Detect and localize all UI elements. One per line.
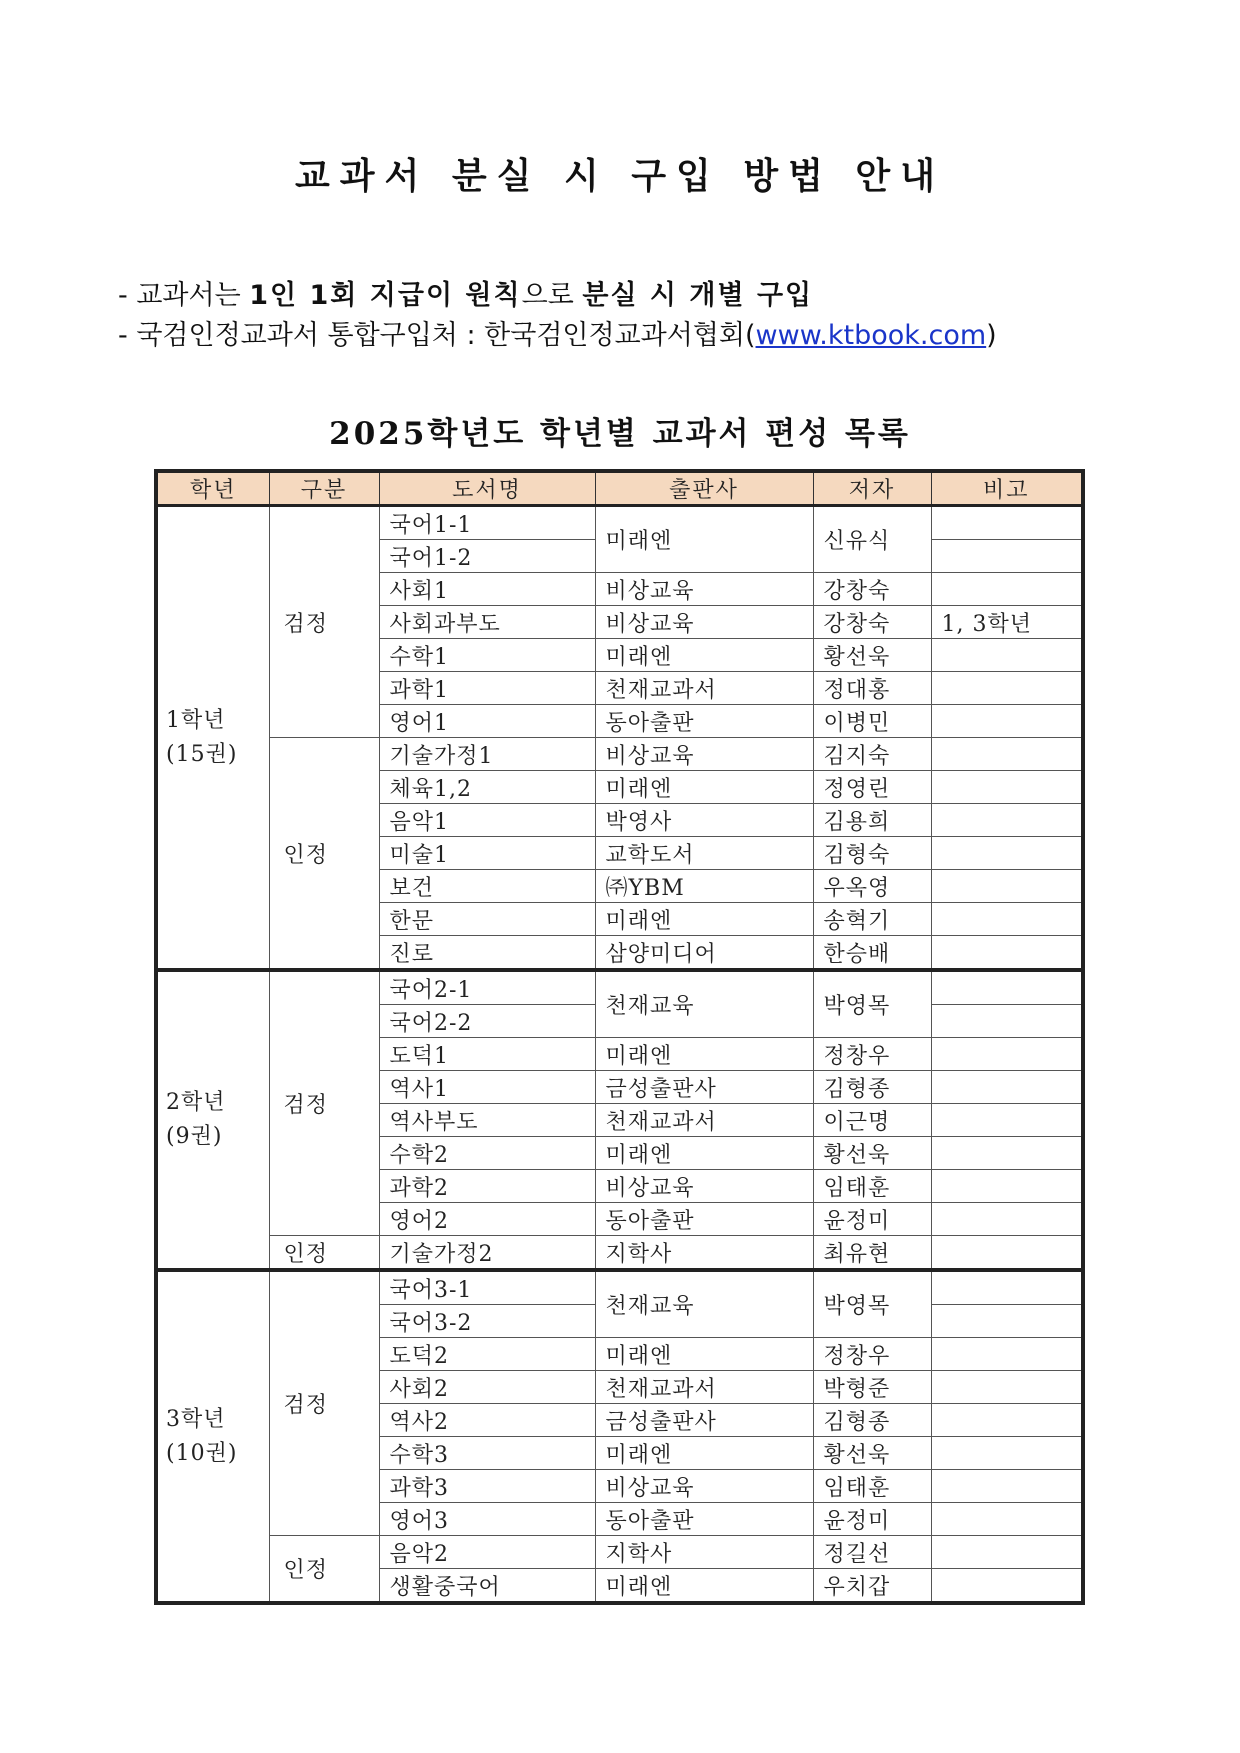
book-title-cell: 음악2 bbox=[379, 1536, 595, 1569]
author-cell: 김형종 bbox=[813, 1404, 931, 1437]
book-title-cell: 생활중국어 bbox=[379, 1569, 595, 1604]
grade-name: 3학년 bbox=[166, 1406, 226, 1432]
grade-cell bbox=[156, 1270, 269, 1603]
author-cell: 신유식 bbox=[813, 506, 931, 573]
publisher-cell: 미래엔 bbox=[595, 506, 813, 573]
table-body bbox=[156, 506, 1083, 1604]
book-title-cell: 기술가정2 bbox=[379, 1236, 595, 1271]
book-title-cell: 도덕1 bbox=[379, 1038, 595, 1071]
type-cell: 인정 bbox=[269, 1536, 379, 1604]
author-cell: 황선욱 bbox=[813, 1437, 931, 1470]
table-row bbox=[156, 1536, 1083, 1569]
book-title-cell: 국어3-2 bbox=[379, 1305, 595, 1338]
note-cell bbox=[931, 1038, 1083, 1071]
note-cell bbox=[931, 1437, 1083, 1470]
grade-name: 1학년 bbox=[166, 707, 226, 733]
note-cell bbox=[931, 705, 1083, 738]
note-cell bbox=[931, 837, 1083, 870]
grade-count: (10권) bbox=[166, 1440, 238, 1466]
author-cell: 이근명 bbox=[813, 1104, 931, 1137]
author-cell: 임태훈 bbox=[813, 1470, 931, 1503]
publisher-cell: 교학도서 bbox=[595, 837, 813, 870]
author-cell: 이병민 bbox=[813, 705, 931, 738]
author-cell: 윤정미 bbox=[813, 1203, 931, 1236]
author-cell: 황선욱 bbox=[813, 639, 931, 672]
note-cell bbox=[931, 936, 1083, 971]
publisher-cell: ㈜YBM bbox=[595, 870, 813, 903]
book-title-cell: 국어2-2 bbox=[379, 1005, 595, 1038]
book-title-cell: 기술가정1 bbox=[379, 738, 595, 771]
book-title-cell: 국어1-2 bbox=[379, 540, 595, 573]
author-cell: 송혁기 bbox=[813, 903, 931, 936]
book-title-cell: 역사2 bbox=[379, 1404, 595, 1437]
ktbook-link[interactable]: www.ktbook.com bbox=[755, 320, 987, 351]
book-title-cell: 사회1 bbox=[379, 573, 595, 606]
table-row bbox=[156, 970, 1083, 1005]
book-title-cell: 사회2 bbox=[379, 1371, 595, 1404]
author-cell: 정길선 bbox=[813, 1536, 931, 1569]
grade-cell bbox=[156, 970, 269, 1270]
book-title-cell: 국어3-1 bbox=[379, 1270, 595, 1305]
publisher-cell: 금성출판사 bbox=[595, 1404, 813, 1437]
author-cell: 강창숙 bbox=[813, 573, 931, 606]
publisher-cell: 동아출판 bbox=[595, 1203, 813, 1236]
author-cell: 우옥영 bbox=[813, 870, 931, 903]
author-cell: 임태훈 bbox=[813, 1170, 931, 1203]
type-cell: 인정 bbox=[269, 738, 379, 971]
book-title-cell: 역사부도 bbox=[379, 1104, 595, 1137]
notice-policy-emphasis-2: 분실 시 개별 구입 bbox=[582, 280, 814, 311]
book-title-cell: 국어2-1 bbox=[379, 970, 595, 1005]
author-cell: 김형종 bbox=[813, 1071, 931, 1104]
book-title-cell: 영어2 bbox=[379, 1203, 595, 1236]
book-title-cell: 한문 bbox=[379, 903, 595, 936]
author-cell: 정영린 bbox=[813, 771, 931, 804]
book-title-cell: 영어3 bbox=[379, 1503, 595, 1536]
table-row bbox=[156, 1236, 1083, 1271]
book-title-cell: 과학3 bbox=[379, 1470, 595, 1503]
book-title-cell: 음악1 bbox=[379, 804, 595, 837]
note-cell bbox=[931, 1071, 1083, 1104]
author-cell: 우치갑 bbox=[813, 1569, 931, 1604]
book-title-cell: 역사1 bbox=[379, 1071, 595, 1104]
book-title-cell: 미술1 bbox=[379, 837, 595, 870]
note-cell bbox=[931, 1170, 1083, 1203]
publisher-cell: 미래엔 bbox=[595, 1137, 813, 1170]
note-cell bbox=[931, 970, 1083, 1005]
grade-cell bbox=[156, 506, 269, 971]
header-publisher: 출판사 bbox=[595, 471, 813, 506]
note-cell bbox=[931, 804, 1083, 837]
note-cell bbox=[931, 1270, 1083, 1305]
author-cell: 윤정미 bbox=[813, 1503, 931, 1536]
author-cell: 정대홍 bbox=[813, 672, 931, 705]
note-cell bbox=[931, 1569, 1083, 1604]
publisher-cell: 천재교육 bbox=[595, 1270, 813, 1338]
note-cell bbox=[931, 672, 1083, 705]
publisher-cell: 지학사 bbox=[595, 1536, 813, 1569]
publisher-cell: 박영사 bbox=[595, 804, 813, 837]
author-cell: 정창우 bbox=[813, 1038, 931, 1071]
table-row bbox=[156, 738, 1083, 771]
author-cell: 김형숙 bbox=[813, 837, 931, 870]
grade-count: (15권) bbox=[166, 741, 238, 767]
note-cell bbox=[931, 870, 1083, 903]
publisher-cell: 비상교육 bbox=[595, 606, 813, 639]
table-row bbox=[156, 506, 1083, 540]
header-title: 도서명 bbox=[379, 471, 595, 506]
publisher-cell: 미래엔 bbox=[595, 1038, 813, 1071]
book-title-cell: 영어1 bbox=[379, 705, 595, 738]
note-cell bbox=[931, 1236, 1083, 1271]
note-cell bbox=[931, 1536, 1083, 1569]
book-title-cell: 보건 bbox=[379, 870, 595, 903]
notice-policy-emphasis: 1인 1회 지급이 원칙 bbox=[249, 280, 522, 311]
grade-count: (9권) bbox=[166, 1124, 223, 1149]
notice-policy-prefix: - 교과서는 bbox=[118, 280, 250, 311]
book-title-cell: 수학1 bbox=[379, 639, 595, 672]
book-title-cell: 수학3 bbox=[379, 1437, 595, 1470]
author-cell: 김용희 bbox=[813, 804, 931, 837]
notice-policy-middle: 으로 bbox=[521, 280, 583, 311]
publisher-cell: 미래엔 bbox=[595, 903, 813, 936]
note-cell bbox=[931, 1371, 1083, 1404]
author-cell: 황선욱 bbox=[813, 1137, 931, 1170]
type-cell: 검정 bbox=[269, 1270, 379, 1536]
publisher-cell: 금성출판사 bbox=[595, 1071, 813, 1104]
type-cell: 검정 bbox=[269, 506, 379, 738]
note-cell bbox=[931, 771, 1083, 804]
note-cell bbox=[931, 573, 1083, 606]
author-cell: 한승배 bbox=[813, 936, 931, 971]
grade-name: 2학년 bbox=[166, 1090, 226, 1115]
publisher-cell: 비상교육 bbox=[595, 1470, 813, 1503]
notice-paren-open: ( bbox=[744, 320, 756, 351]
publisher-cell: 미래엔 bbox=[595, 771, 813, 804]
book-title-cell: 국어1-1 bbox=[379, 506, 595, 540]
header-type: 구분 bbox=[269, 471, 379, 506]
notice-item-purchase bbox=[118, 316, 997, 356]
author-cell: 김지숙 bbox=[813, 738, 931, 771]
note-cell bbox=[931, 1338, 1083, 1371]
textbook-table bbox=[154, 469, 1085, 1605]
note-cell bbox=[931, 506, 1083, 540]
publisher-cell: 지학사 bbox=[595, 1236, 813, 1271]
type-cell: 검정 bbox=[269, 970, 379, 1236]
author-cell: 박형준 bbox=[813, 1371, 931, 1404]
book-title-cell: 체육1,2 bbox=[379, 771, 595, 804]
notice-paren-close: ) bbox=[986, 320, 997, 351]
book-title-cell: 진로 bbox=[379, 936, 595, 971]
publisher-cell: 삼양미디어 bbox=[595, 936, 813, 971]
note-cell bbox=[931, 1203, 1083, 1236]
book-title-cell: 사회과부도 bbox=[379, 606, 595, 639]
table-header-row bbox=[156, 471, 1083, 506]
note-cell bbox=[931, 903, 1083, 936]
publisher-cell: 천재교과서 bbox=[595, 672, 813, 705]
note-cell bbox=[931, 1305, 1083, 1338]
header-grade: 학년 bbox=[156, 471, 269, 506]
note-cell bbox=[931, 540, 1083, 573]
publisher-cell: 천재교과서 bbox=[595, 1371, 813, 1404]
notice-purchase-text: - 국검인정교과서 통합구입처 : 한국검인정교과서협회 bbox=[118, 320, 745, 351]
header-note: 비고 bbox=[931, 471, 1083, 506]
author-cell: 박영목 bbox=[813, 1270, 931, 1338]
note-cell bbox=[931, 1404, 1083, 1437]
note-cell: 1, 3학년 bbox=[931, 606, 1083, 639]
textbook-list-title: 2025학년도 학년별 교과서 편성 목록 bbox=[329, 416, 911, 452]
publisher-cell: 비상교육 bbox=[595, 573, 813, 606]
publisher-cell: 천재교과서 bbox=[595, 1104, 813, 1137]
header-author: 저자 bbox=[813, 471, 931, 506]
notice-list bbox=[118, 276, 997, 356]
note-cell bbox=[931, 1005, 1083, 1038]
note-cell bbox=[931, 1470, 1083, 1503]
publisher-cell: 미래엔 bbox=[595, 1569, 813, 1604]
notice-item-policy bbox=[118, 276, 997, 316]
book-title-cell: 과학1 bbox=[379, 672, 595, 705]
note-cell bbox=[931, 1104, 1083, 1137]
book-title-cell: 과학2 bbox=[379, 1170, 595, 1203]
type-cell: 인정 bbox=[269, 1236, 379, 1271]
note-cell bbox=[931, 738, 1083, 771]
book-title-cell: 수학2 bbox=[379, 1137, 595, 1170]
note-cell bbox=[931, 1503, 1083, 1536]
publisher-cell: 동아출판 bbox=[595, 705, 813, 738]
page-title: 교과서 분실 시 구입 방법 안내 bbox=[295, 156, 945, 197]
author-cell: 박영목 bbox=[813, 970, 931, 1038]
publisher-cell: 미래엔 bbox=[595, 1437, 813, 1470]
table-row bbox=[156, 1270, 1083, 1305]
author-cell: 정창우 bbox=[813, 1338, 931, 1371]
publisher-cell: 미래엔 bbox=[595, 1338, 813, 1371]
note-cell bbox=[931, 639, 1083, 672]
publisher-cell: 미래엔 bbox=[595, 639, 813, 672]
publisher-cell: 천재교육 bbox=[595, 970, 813, 1038]
publisher-cell: 동아출판 bbox=[595, 1503, 813, 1536]
publisher-cell: 비상교육 bbox=[595, 738, 813, 771]
publisher-cell: 비상교육 bbox=[595, 1170, 813, 1203]
book-title-cell: 도덕2 bbox=[379, 1338, 595, 1371]
author-cell: 강창숙 bbox=[813, 606, 931, 639]
author-cell: 최유현 bbox=[813, 1236, 931, 1271]
note-cell bbox=[931, 1137, 1083, 1170]
